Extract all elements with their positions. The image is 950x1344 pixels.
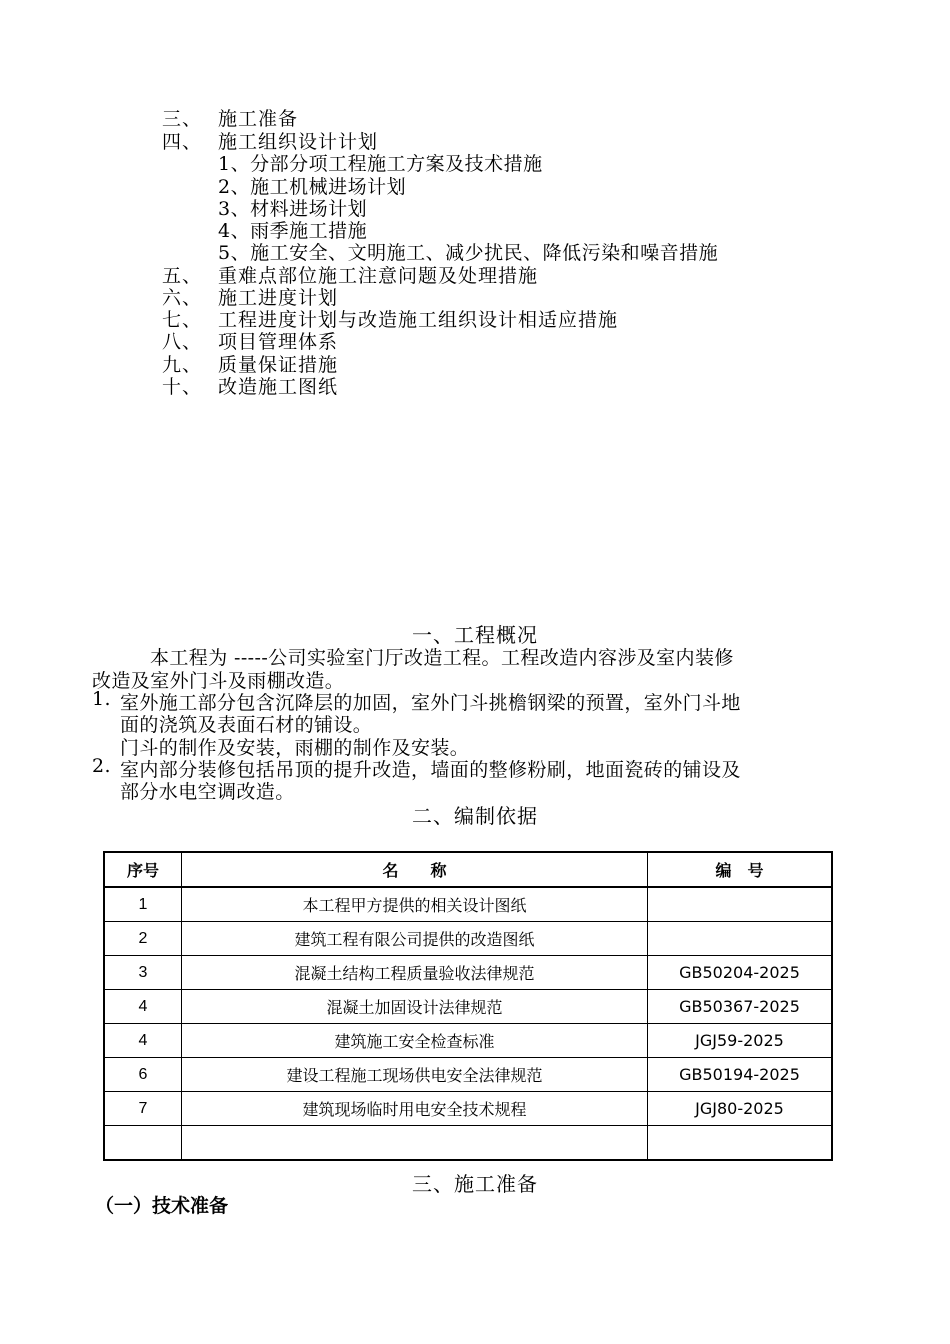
subsection-title: （一）技术准备 — [95, 1195, 229, 1217]
section-title: 三、施工准备 — [412, 1172, 538, 1196]
toc-number: 七、 — [162, 309, 203, 331]
cell-index: 2 — [104, 922, 182, 956]
section-title: 二、编制依据 — [412, 804, 538, 828]
toc-item-label: 重难点部位施工注意问题及处理措施 — [218, 265, 539, 287]
cell-name: 混凝土结构工程质量验收法律规范 — [182, 956, 648, 990]
toc-item-label: 项目管理体系 — [218, 331, 339, 353]
cell-code: GB50204-2025 — [648, 956, 833, 990]
toc-number: 九、 — [162, 354, 203, 376]
column-header-name: 名 称 — [182, 852, 648, 887]
cell-index: 3 — [104, 956, 182, 990]
list-item-line: 室外施工部分包含沉降层的加固，室外门斗挑檐钢梁的预置，室外门斗地 — [120, 692, 741, 714]
toc-number: 三、 — [162, 108, 203, 130]
reference-table — [103, 851, 833, 1161]
table-row — [104, 887, 832, 922]
cell-name: 本工程甲方提供的相关设计图纸 — [182, 887, 648, 922]
toc-number: 四、 — [162, 131, 203, 153]
toc-item-label: 工程进度计划与改造施工组织设计相适应措施 — [218, 309, 619, 331]
cell-code: JGJ59-2025 — [648, 1024, 833, 1058]
toc-item-label: 施工进度计划 — [218, 287, 339, 309]
toc-number: 八、 — [162, 331, 203, 353]
cell-code — [648, 887, 833, 922]
cell-code: JGJ80-2025 — [648, 1092, 833, 1126]
table-row — [104, 1024, 832, 1058]
list-number: 2. — [92, 755, 111, 777]
cell-code: GB50367-2025 — [648, 990, 833, 1024]
toc-item-label: 施工组织设计计划 — [218, 131, 379, 153]
cell-code — [648, 922, 833, 956]
toc-sub-item: 3、材料进场计划 — [218, 198, 368, 220]
toc-sub-item: 4、雨季施工措施 — [218, 220, 368, 242]
toc-number: 六、 — [162, 287, 203, 309]
cell-index: 6 — [104, 1058, 182, 1092]
toc-number: 五、 — [162, 265, 203, 287]
table-row — [104, 1058, 832, 1092]
cell-index: 4 — [104, 990, 182, 1024]
table-row — [104, 956, 832, 990]
table-header-row — [104, 852, 832, 887]
paragraph-line: 改造及室外门斗及雨棚改造。 — [92, 670, 345, 692]
toc-item-label: 施工准备 — [218, 108, 299, 130]
table-row — [104, 1126, 832, 1161]
column-header-index: 序号 — [104, 852, 182, 887]
table-row — [104, 1092, 832, 1126]
cell-index: 4 — [104, 1024, 182, 1058]
paragraph-line: 本工程为 -----公司实验室门厅改造工程。工程改造内容涉及室内装修 — [150, 647, 734, 669]
toc-sub-item: 2、施工机械进场计划 — [218, 176, 407, 198]
cell-index — [104, 1126, 182, 1161]
list-number: 1. — [92, 688, 111, 710]
cell-name: 建筑工程有限公司提供的改造图纸 — [182, 922, 648, 956]
toc-item-label: 改造施工图纸 — [218, 376, 339, 398]
cell-index: 1 — [104, 887, 182, 922]
cell-name: 混凝土加固设计法律规范 — [182, 990, 648, 1024]
cell-name — [182, 1126, 648, 1161]
cell-name: 建筑现场临时用电安全技术规程 — [182, 1092, 648, 1126]
list-item-line: 门斗的制作及安装，雨棚的制作及安装。 — [120, 737, 470, 759]
cell-code — [648, 1126, 833, 1161]
toc-sub-item: 5、施工安全、文明施工、减少扰民、降低污染和噪音措施 — [218, 242, 719, 264]
list-item-line: 室内部分装修包括吊顶的提升改造，墙面的整修粉刷，地面瓷砖的铺设及 — [120, 759, 741, 781]
section-title: 一、工程概况 — [412, 623, 538, 647]
cell-index: 7 — [104, 1092, 182, 1126]
cell-code: GB50194-2025 — [648, 1058, 833, 1092]
toc-sub-item: 1、分部分项工程施工方案及技术措施 — [218, 153, 543, 175]
list-item-line: 部分水电空调改造。 — [120, 781, 295, 803]
column-header-code: 编 号 — [648, 852, 833, 887]
table-row — [104, 990, 832, 1024]
toc-number: 十、 — [162, 376, 203, 398]
table-row — [104, 922, 832, 956]
list-item-line: 面的浇筑及表面石材的铺设。 — [120, 714, 373, 736]
toc-item-label: 质量保证措施 — [218, 354, 339, 376]
cell-name: 建设工程施工现场供电安全法律规范 — [182, 1058, 648, 1092]
cell-name: 建筑施工安全检查标准 — [182, 1024, 648, 1058]
